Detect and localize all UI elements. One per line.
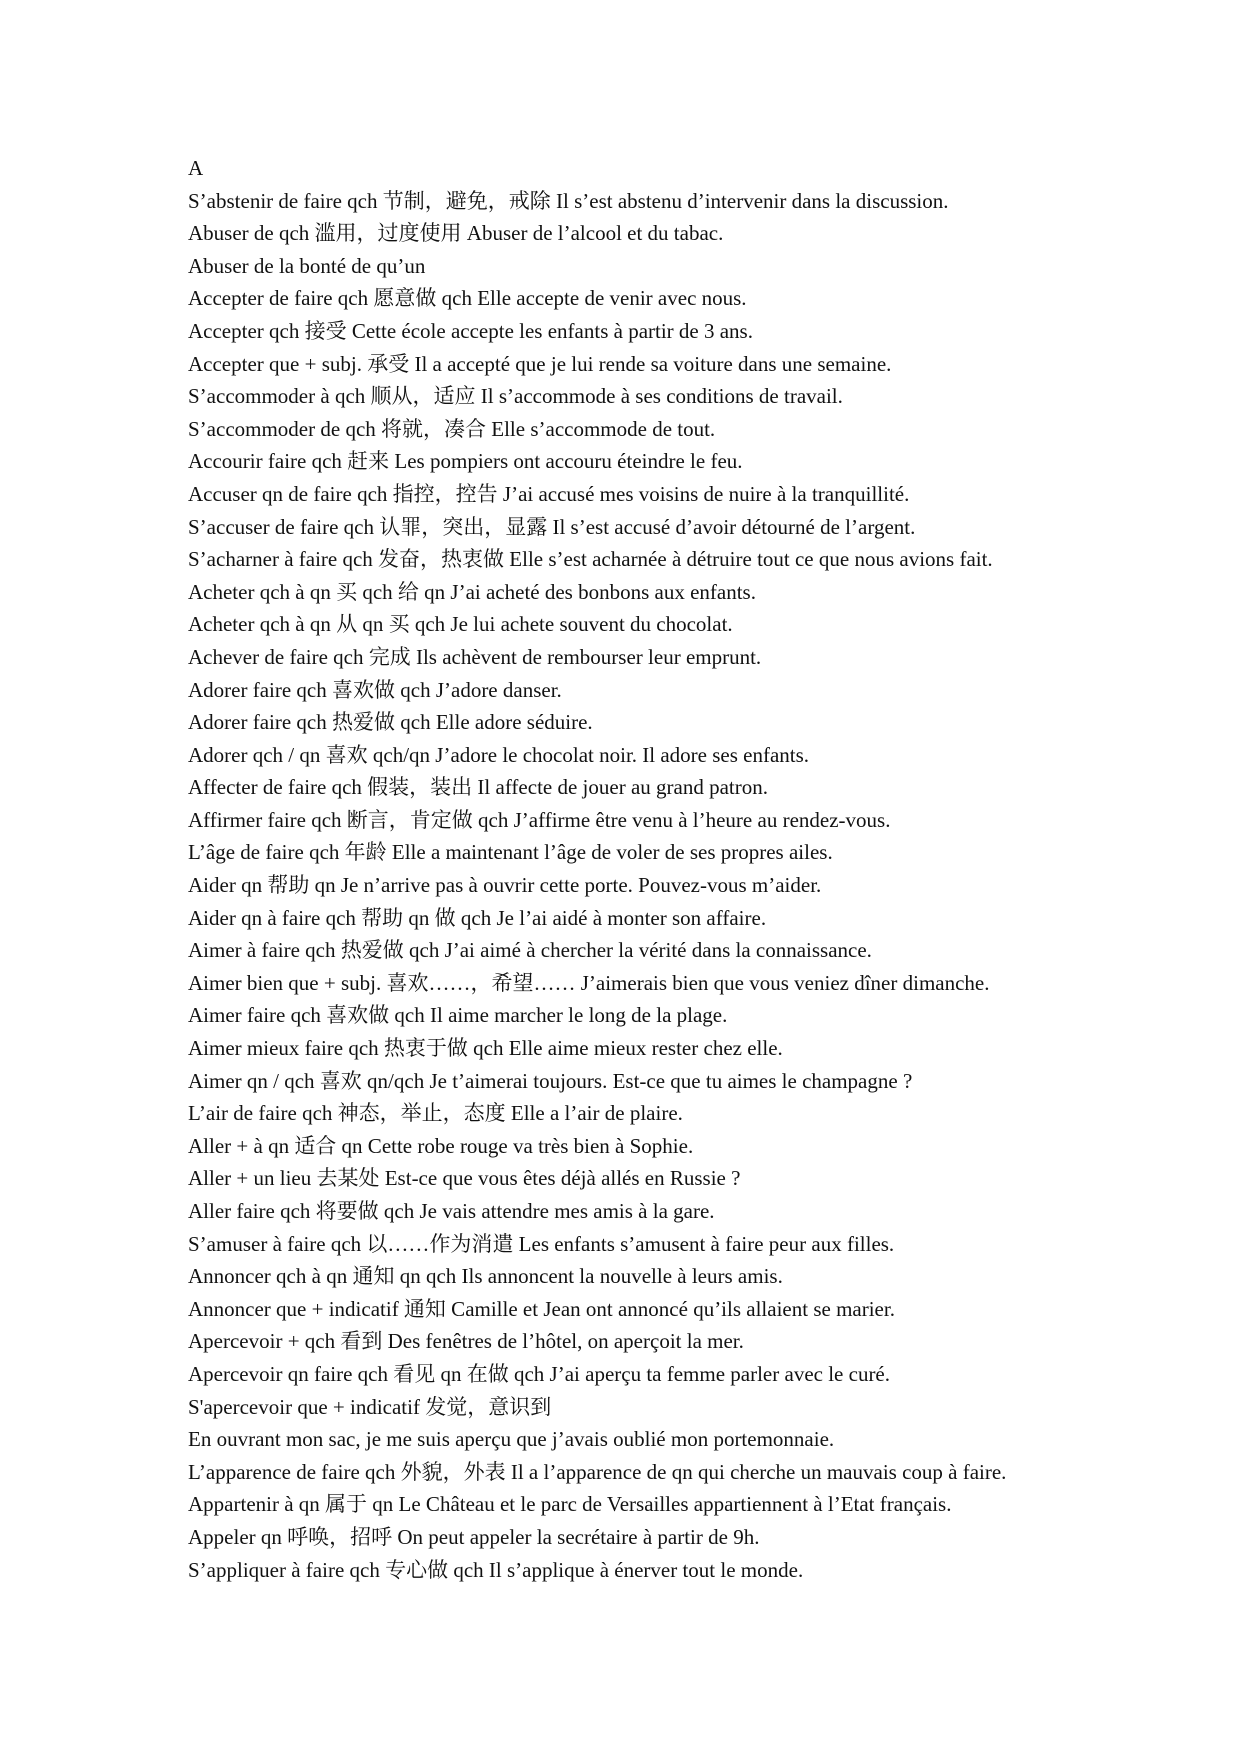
entry-line: Adorer qch / qn 喜欢 qch/qn J’adore le chocolat noir. Il adore ses enfants. [188,742,810,767]
entry-line: Annoncer qch à qn 通知 qn qch Ils annoncent la nouvelle à leurs amis. [188,1264,783,1289]
entry-line: S'apercevoir que + indicatif 发觉，意识到 [188,1394,552,1419]
entry-line: Abuser de la bonté de qu’un [188,253,426,278]
entry-line: Aimer qn / qch 喜欢 qn/qch Je t’aimerai toujours. Est-ce que tu aimes le champagne ? [188,1068,913,1093]
entry-line: Aider qn à faire qch 帮助 qn 做 qch Je l’ai aidé à monter son affaire. [188,905,767,930]
entry-line: Aimer bien que + subj. 喜欢……，希望…… J’aimerais bien que vous veniez dîner dimanche. [188,970,990,995]
section-letter-heading: A [188,156,204,180]
entry-line: Adorer faire qch 热爱做 qch Elle adore séduire. [188,710,593,735]
entry-line: S’acharner à faire qch 发奋，热衷做 Elle s’est acharnée à détruire tout ce que nous avions fait. [188,547,993,572]
entry-line: Aimer à faire qch 热爱做 qch J’ai aimé à chercher la vérité dans la connaissance. [188,938,872,963]
entry-line: S’accommoder à qch 顺从，适应 Il s’accommode à ses conditions de travail. [188,384,843,409]
dictionary-entries [188,152,1188,1586]
entry-line: En ouvrant mon sac, je me suis aperçu que j’avais oublié mon portemonnaie. [188,1427,835,1452]
entry-line: Affecter de faire qch 假装，装出 Il affecte de jouer au grand patron. [188,775,768,800]
entry-line: Aimer mieux faire qch 热衷于做 qch Elle aime mieux rester chez elle. [188,1036,783,1061]
entry-line: L’air de faire qch 神态，举止，态度 Elle a l’air de plaire. [188,1101,683,1126]
entry-list [188,185,1188,1587]
entry-line: Abuser de qch 滥用，过度使用 Abuser de l’alcool et du tabac. [188,221,724,246]
entry-line: Accepter qch 接受 Cette école accepte les enfants à partir de 3 ans. [188,318,753,343]
entry-line: L’âge de faire qch 年龄 Elle a maintenant l’âge de voler de ses propres ailes. [188,840,833,865]
entry-line: Aller faire qch 将要做 qch Je vais attendre mes amis à la gare. [188,1199,715,1223]
entry-line: S’accuser de faire qch 认罪，突出，显露 Il s’est accusé d’avoir détourné de l’argent. [188,514,916,539]
entry-line: Aller + un lieu 去某处 Est-ce que vous êtes déjà allés en Russie ? [188,1166,741,1191]
entry-line: S’amuser à faire qch 以……作为消遣 Les enfants s’amusent à faire peur aux filles. [188,1231,895,1256]
entry-line: Aimer faire qch 喜欢做 qch Il aime marcher le long de la plage. [188,1003,728,1028]
entry-line: Acheter qch à qn 买 qch 给 qn J’ai acheté des bonbons aux enfants. [188,579,756,604]
entry-line: Apercevoir + qch 看到 Des fenêtres de l’hôtel, on aperçoit la mer. [188,1329,744,1354]
entry-line: Achever de faire qch 完成 Ils achèvent de rembourser leur emprunt. [188,644,762,669]
entry-line: Accuser qn de faire qch 指控，控告 J’ai accusé mes voisins de nuire à la tranquillité. [188,481,910,506]
entry-line: Appeler qn 呼唤，招呼 On peut appeler la secrétaire à partir de 9h. [188,1524,760,1549]
entry-line: Apercevoir qn faire qch 看见 qn 在做 qch J’ai aperçu ta femme parler avec le curé. [188,1361,891,1386]
entry-line: Aller + à qn 适合 qn Cette robe rouge va très bien à Sophie. [188,1133,694,1158]
entry-line: Acheter qch à qn 从 qn 买 qch Je lui achete souvent du chocolat. [188,612,733,637]
entry-line: Appartenir à qn 属于 qn Le Château et le parc de Versailles appartiennent à l’Etat français. [188,1492,952,1517]
entry-line: Accepter que + subj. 承受 Il a accepté que je lui rende sa voiture dans une semaine. [188,351,892,376]
entry-line: S’abstenir de faire qch 节制，避免，戒除 Il s’est abstenu d’intervenir dans la discussion. [188,188,949,213]
entry-line: Adorer faire qch 喜欢做 qch J’adore danser. [188,677,562,702]
entry-line: Accepter de faire qch 愿意做 qch Elle accepte de venir avec nous. [188,286,747,311]
entry-line: L’apparence de faire qch 外貌，外表 Il a l’apparence de qn qui cherche un mauvais coup à faire. [188,1459,1007,1484]
entry-line: Annoncer que + indicatif 通知 Camille et Jean ont annoncé qu’ils allaient se marier. [188,1296,895,1321]
entry-line: Accourir faire qch 赶来 Les pompiers ont accouru éteindre le feu. [188,449,743,474]
entry-line: S’appliquer à faire qch 专心做 qch Il s’applique à énerver tout le monde. [188,1557,804,1582]
entry-line: Aider qn 帮助 qn Je n’arrive pas à ouvrir cette porte. Pouvez-vous m’aider. [188,873,822,898]
entry-line: Affirmer faire qch 断言，肯定做 qch J’affirme être venu à l’heure au rendez-vous. [188,807,891,832]
entry-line: S’accommoder de qch 将就，凑合 Elle s’accommode de tout. [188,416,716,441]
